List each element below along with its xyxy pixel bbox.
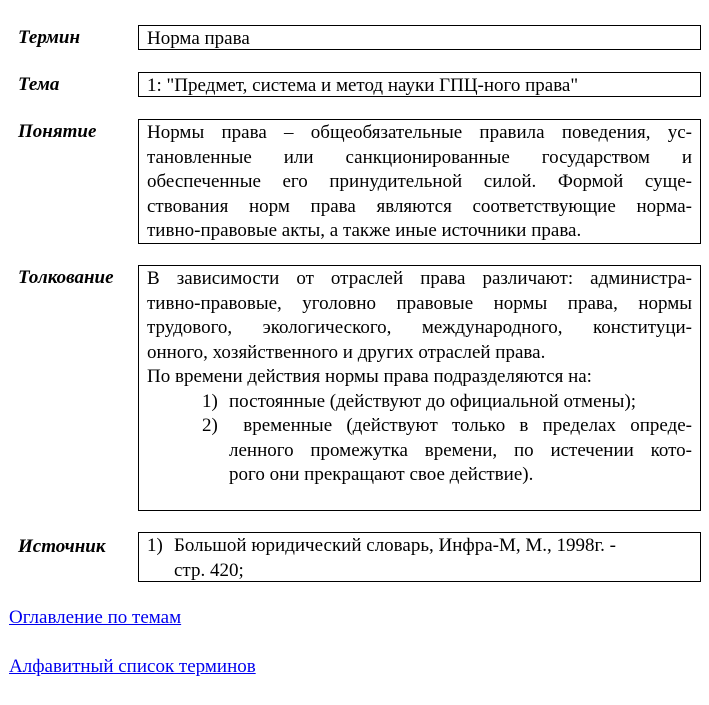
- term-value: Норма права: [147, 28, 250, 49]
- concept-box: [138, 119, 701, 244]
- source-label: Источник: [18, 536, 106, 557]
- list-item-number: 1): [202, 390, 218, 412]
- theme-label: Тема: [18, 74, 60, 95]
- list-item-line: постоянные (действуют до официальной отмены);: [229, 390, 637, 412]
- term-value-box: [138, 25, 701, 50]
- interpretation-line: В зависимости от отраслей права различают: администра-: [147, 268, 692, 289]
- concept-line: тановленные или санкционированные государством и: [147, 146, 692, 168]
- interpretation-box: [138, 265, 701, 511]
- interpretation-line: По времени действия нормы права подразделяются на:: [147, 366, 592, 387]
- term-label: Термин: [18, 27, 81, 48]
- interpretation-label: Толкование: [18, 267, 114, 288]
- concept-line: Нормы права – общеобязательные правила поведения, ус-: [147, 122, 692, 143]
- theme-value-box: [138, 72, 701, 97]
- interpretation-line: онного, хозяйственного и других отраслей права.: [147, 341, 546, 363]
- concept-line: тивно-правовые акты, а также иные источники права.: [147, 220, 582, 241]
- list-item-line: ленного промежутка времени, по истечении кото-: [229, 439, 692, 461]
- concept-line: ствования норм права являются соответствующие норма-: [147, 195, 692, 217]
- theme-value: 1: "Предмет, система и метод науки ГПЦ-ного права": [147, 75, 579, 96]
- interpretation-line: трудового, экологического, международного, конституци-: [147, 317, 692, 338]
- source-line: стр. 420;: [174, 559, 244, 581]
- source-line: Большой юридический словарь, Инфра-М, М., 1998г. -: [174, 535, 616, 556]
- list-item: [147, 390, 692, 415]
- list-item-line: временные (действуют только в пределах опреде-: [229, 415, 693, 436]
- list-item: [147, 414, 692, 488]
- source-box: [138, 532, 701, 582]
- concept-line: обеспеченные его принудительной силой. Формой суще-: [147, 171, 692, 192]
- alphabetical-list-link[interactable]: Алфавитный список терминов: [9, 656, 256, 677]
- concept-label: Понятие: [18, 121, 97, 142]
- source-number: 1): [147, 535, 163, 556]
- list-item-line: рого они прекращают свое действие).: [229, 464, 534, 485]
- list-item-number: 2): [202, 415, 218, 436]
- interpretation-line: тивно-правовые, уголовно правовые нормы права, нормы: [147, 292, 692, 314]
- toc-link[interactable]: Оглавление по темам: [9, 607, 182, 628]
